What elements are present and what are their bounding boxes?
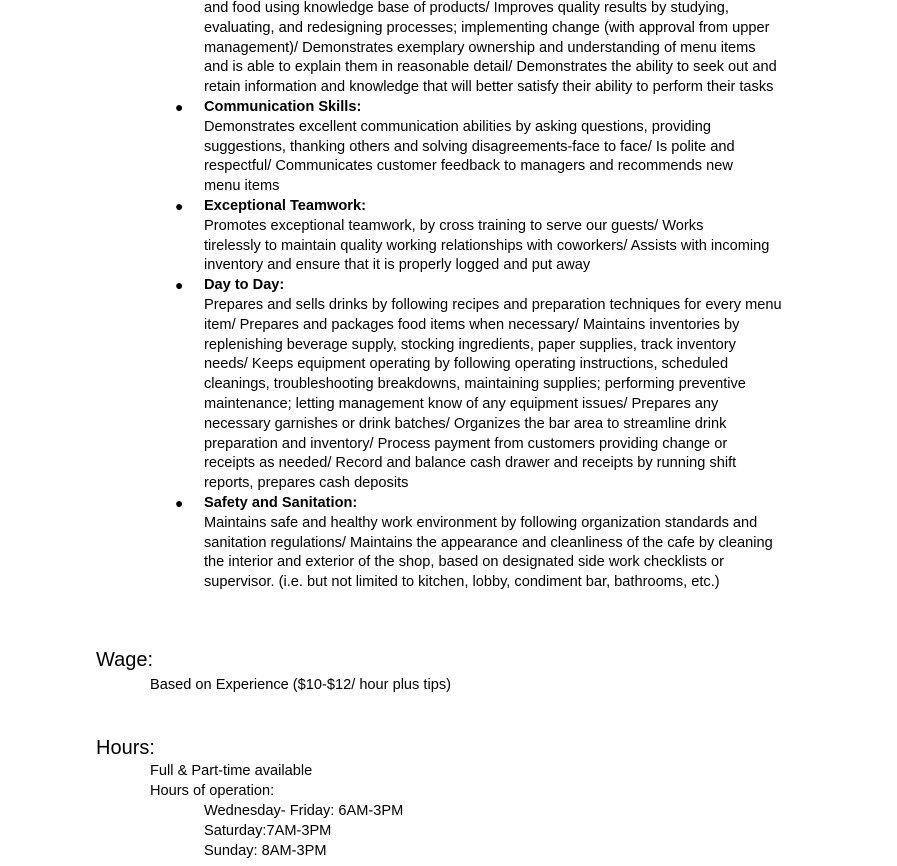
bullet-title-text: Exceptional Teamwork: [204,197,366,214]
hours-heading: Hours: [96,737,155,759]
schedule-line: Saturday:7AM-3PM [204,823,332,839]
body-text-line: suggestions, thanking others and solving disagreements-face to face/ Is polite and [204,138,735,155]
bullet-item-title [175,494,815,514]
body-text-line: preparation and inventory/ Process payment from customers providing change or [204,435,728,452]
body-text-line: item/ Prepares and packages food items when necessary/ Maintains inventories by [204,316,740,333]
body-text-line: Demonstrates excellent communication abilities by asking questions, providing [204,118,711,135]
body-text-line: supervisor. (i.e. but not limited to kitchen, lobby, condiment bar, bathrooms, etc.) [204,574,720,591]
body-text-line: the interior and exterior of the shop, based on designated side work checklists or [204,554,724,571]
bullet-icon: ● [175,494,184,511]
bullet-title-text: Day to Day: [204,277,285,294]
body-text-line: maintenance; letting management know of any equipment issues/ Prepares any [204,395,719,412]
body-text-line: and is able to explain them in reasonable detail/ Demonstrates the ability to seek out and [204,59,777,76]
body-text-line: replenishing beverage supply, stocking ingredients, paper supplies, track inventory [204,336,736,353]
hours-availability: Full & Part-time available [150,763,313,779]
hours-operation-label: Hours of operation: [150,783,275,799]
body-text-line: and food using knowledge base of products/ Improves quality results by studying, [204,0,729,16]
body-text-line: Prepares and sells drinks by following recipes and preparation techniques for every menu [204,296,782,313]
bullet-title-text: Safety and Sanitation: [204,494,358,511]
body-text-line: receipts as needed/ Record and balance cash drawer and receipts by running shift [204,455,737,472]
bullet-item-title [175,197,815,217]
wage-heading: Wage: [96,649,154,671]
body-text-line: Promotes exceptional teamwork, by cross training to serve our guests/ Works [204,217,704,234]
body-text-line: Maintains safe and healthy work environment by following organization standards and [204,514,758,531]
body-text-line: inventory and ensure that it is properly logged and put away [204,257,591,274]
body-text-line: retain information and knowledge that will better satisfy their ability to perform their tasks [204,79,774,96]
bullet-icon: ● [175,197,184,214]
body-text-line: sanitation regulations/ Maintains the appearance and cleanliness of the cafe by cleaning [204,534,773,551]
bullet-icon: ● [175,277,184,294]
body-text-line: evaluating, and redesigning processes; implementing change (with approval from upper [204,19,770,36]
body-text-line: respectful/ Communicates customer feedback to managers and recommends new [204,158,733,175]
schedule-line: Wednesday- Friday: 6AM-3PM [204,803,404,819]
body-text-line: tirelessly to maintain quality working relationships with coworkers/ Assists with incoming [204,237,770,254]
body-text-line: necessary garnishes or drink batches/ Organizes the bar area to streamline drink [204,415,727,432]
responsibilities-list [175,0,815,593]
body-text-line: management)/ Demonstrates exemplary ownership and understanding of menu items [204,39,756,56]
body-text-line: cleanings, troubleshooting breakdowns, maintaining supplies; performing preventive [204,376,746,393]
body-text-line: needs/ Keeps equipment operating by following operating instructions, scheduled [204,356,729,373]
bullet-item-title [175,98,815,118]
bullet-title-text: Communication Skills: [204,98,362,115]
body-text-line: reports, prepares cash deposits [204,475,409,492]
schedule-line: Sunday: 8AM-3PM [204,843,327,859]
bullet-item-title [175,276,815,296]
bullet-icon: ● [175,98,184,115]
body-text-line: menu items [204,178,280,195]
wage-text: Based on Experience ($10-$12/ hour plus tips) [150,677,451,693]
